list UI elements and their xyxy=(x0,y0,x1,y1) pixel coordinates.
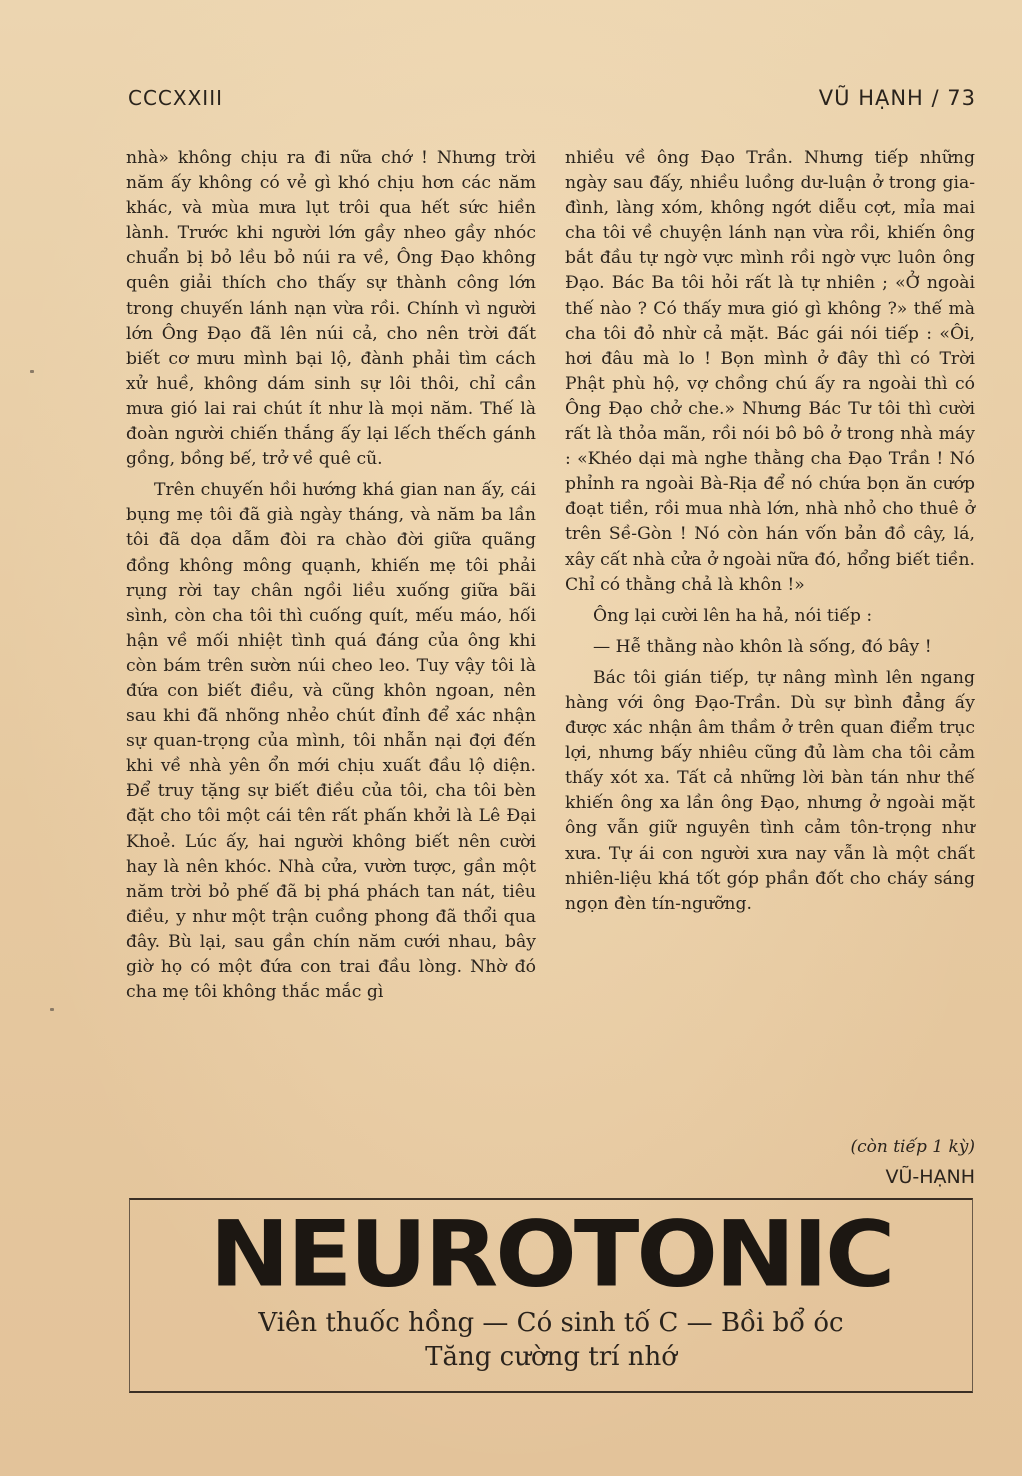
paragraph: nhiều về ông Đạo Trần. Nhưng tiếp những ngày sau đấy, nhiều luồng dư-luận ở trong gia-đình, làng xóm, không ngớt diễu cợt, mỉa mai cha tôi về chuyện lánh nạn vừa rồi, khiến ông bắt đầu tự ngờ vực mình rồi ngờ vực luôn ông Đạo. Bác Ba tôi hỏi rất là tự nhiên ; «Ở ngoài thế nào ? Có thấy mưa gió gì không ?» thế mà cha tôi đỏ nhừ cả mặt. Bác gái nói tiếp : «Ôi, hơi đâu mà lo ! Bọn mình ở đây thì có Trời Phật phù hộ, vợ chồng chú ấy ra ngoài thì có Ông Đạo chở che.» Nhưng Bác Tư tôi thì cười rất là thỏa mãn, rồi nói bô bô ở trong nhà máy : «Khéo dại mà nghe thằng cha Đạo Trần ! Nó phỉnh ra ngoài Bà-Rịa để nó chứa bọn ăn cướp đoạt tiền, rồi mua nhà lớn, nhà nhỏ cho thuê ở trên Sề-Gòn ! Nó còn hán vốn bản đồ cây, lá, xây cất nhà cửa ở ngoài nữa đó, hổng biết tiền. Chỉ có thằng chả là khôn !» xyxy=(565,148,975,595)
margin-speck xyxy=(50,1008,54,1011)
advert-tagline: Viên thuốc hồng — Có sinh tố C — Bồi bổ óc xyxy=(258,1308,844,1338)
advert-tagline-secondary: Tăng cường trí nhớ xyxy=(425,1342,677,1372)
advert-brand: NEUROTONIC xyxy=(209,1200,893,1308)
right-column xyxy=(565,146,975,917)
left-column xyxy=(126,146,536,1005)
margin-speck xyxy=(30,370,34,373)
paragraph: Ông lại cười lên ha hả, nói tiếp : xyxy=(593,605,873,626)
section-number: CCCXXIII xyxy=(128,86,223,110)
author-signature: VŨ-HẠNH xyxy=(885,1166,975,1188)
paragraph: nhà» không chịu ra đi nữa chớ ! Nhưng trời năm ấy không có vẻ gì khó chịu hơn các năm khác, và mùa mưa lụt trôi qua hết sức hiền lành. Trước khi người lớn gầy nheo gầy nhóc chuẩn bị bỏ lều bỏ núi ra về, Ông Đạo không quên giải thích cho thấy sự thành công lớn trong chuyến lánh nạn vừa rồi. Chính vì người lớn Ông Đạo đã lên núi cả, cho nên trời đất biết cơ mưu mình bại lộ, đành phải tìm cách xử huề, không dám sinh sự lôi thôi, chỉ cần mưa gió lai rai chút ít như là mọi năm. Thế là đoàn người chiến thắng ấy lại lếch thếch gánh gồng, bồng bế, trở về quê cũ. xyxy=(126,148,536,470)
paragraph: Bác tôi gián tiếp, tự nâng mình lên ngang hàng với ông Đạo-Trần. Dù sự bình đẳng ấy được xác nhận âm thầm ở trên quan điểm trục lợi, nhưng bấy nhiêu cũng đủ làm cha tôi cảm thấy xót xa. Tất cả những lời bàn tán như thế khiến ông xa lần ông Đạo, nhưng ở ngoài mặt ông vẫn giữ nguyên tình cảm tôn-trọng như xưa. Tự ái con người xưa nay vẫn là một chất nhiên-liệu khá tốt góp phần đốt cho cháy sáng ngọn đèn tín-ngưỡng. xyxy=(565,667,975,914)
page-header xyxy=(128,86,976,116)
paragraph: Trên chuyến hồi hướng khá gian nan ấy, cái bụng mẹ tôi đã già ngày tháng, và năm ba lần tôi đã dọa dẫm đòi ra chào đời giữa quãng đồng không mông quạnh, khiến mẹ tôi phải rụng rời tay chân ngồi liều xuống giữa bãi sình, còn cha tôi thì cuống quít, mếu máo, hối hận về mối nhiệt tình quá đáng của ông khi còn bám trên sườn núi cheo leo. Tuy vậy tôi là đứa con biết điều, và cũng khôn ngoan, nên sau khi đã nhõng nhẻo chút đỉnh để xác nhận sự quan-trọng của mình, tôi nhẫn nại đợi đến khi về nhà yên ổn mới chịu xuất đầu lộ diện. Để truy tặng sự biết điều của tôi, cha tôi bèn đặt cho tôi một cái tên rất phấn khởi là Lê Đại Khoẻ. Lúc ấy, hai người không biết nên cười hay là nên khóc. Nhà cửa, vườn tược, gần một năm trời bỏ phế đã bị phá phách tan nát, tiêu điều, y như một trận cuồng phong đã thổi qua đây. Bù lại, sau gần chín năm cưới nhau, bây giờ họ có một đứa con trai đầu lòng. Nhờ đó cha mẹ tôi không thắc mắc gì xyxy=(126,480,536,1003)
advertisement-box xyxy=(129,1198,973,1393)
continued-note: (còn tiếp 1 kỳ) xyxy=(850,1137,975,1157)
dialogue-line: — Hễ thằng nào khôn là sống, đó bây ! xyxy=(593,636,932,657)
author-and-page-number: VŨ HẠNH / 73 xyxy=(818,86,976,110)
